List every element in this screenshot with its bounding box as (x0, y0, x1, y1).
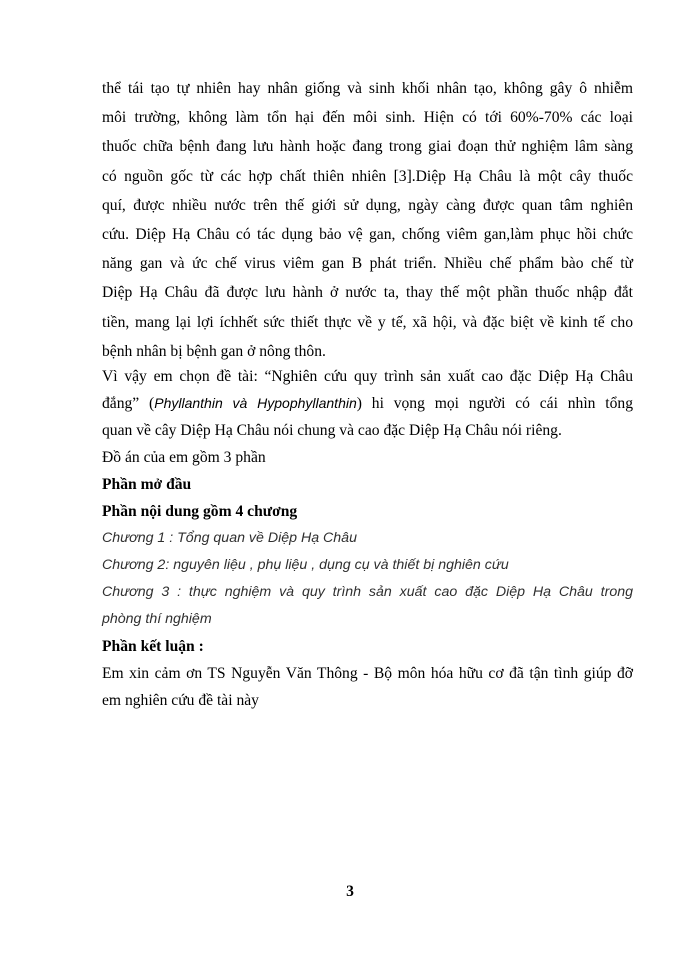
thanks-line: Em xin cảm ơn TS Nguyễn Văn Thông - Bộ môn hóa hữu cơ đã tận tình giúp đỡ (102, 664, 633, 682)
topic-line: quan về cây Diệp Hạ Châu nói chung và cao đặc Diệp Hạ Châu nói riêng. (102, 421, 562, 439)
topic-text: ) hi vọng mọi người có cái nhìn tổng (356, 394, 634, 412)
part-intro-heading: Phần mở đầu (102, 475, 192, 493)
chapter-1: Chương 1 : Tổng quan về Diệp Hạ Châu (102, 529, 357, 546)
intro-line: năng gan và ức chế virus viêm gan B phát triển. Nhiều chế phẩm bào chế từ (102, 255, 633, 273)
thanks-line: em nghiên cứu đề tài này (102, 691, 259, 709)
document-body (102, 74, 633, 714)
intro-line: tiền, mang lại lợi íchhết sức thiết thực về y tế, xã hội, và đặc biệt về kinh tế cho (102, 313, 633, 331)
chapter-3-line: Chương 3 : thực nghiệm và quy trình sản xuất cao đặc Diệp Hạ Châu trong (102, 583, 633, 600)
chapter-2: Chương 2: nguyên liệu , phụ liệu , dụng cụ và thiết bị nghiên cứu (102, 556, 509, 573)
intro-paragraph (102, 74, 633, 366)
intro-line: môi trường, không làm tổn hại đến môi sinh. Hiện có tới 60%-70% các loại (102, 109, 633, 127)
topic-text: đắng” ( (102, 394, 155, 412)
structure-intro: Đồ án của em gồm 3 phần (102, 448, 266, 466)
intro-line: thể tái tạo tự nhiên hay nhân giống và sinh khối nhân tạo, không gây ô nhiễm (102, 80, 633, 97)
intro-line: Diệp Hạ Châu đã được lưu hành ở nước ta, thay thế một phần thuốc nhập đắt (102, 284, 633, 302)
intro-line: có nguồn gốc từ các hợp chất thiên nhiên [3].Diệp Hạ Châu là một cây thuốc (102, 167, 633, 185)
topic-line (102, 390, 633, 417)
intro-line: bệnh nhân bị bệnh gan ở nông thôn. (102, 342, 326, 360)
page-number: 3 (346, 883, 354, 900)
intro-line: quí, được nhiều nước trên thế giới sử dụng, ngày càng được quan tâm nghiên (102, 196, 633, 214)
topic-paragraph (102, 363, 633, 444)
compound-names: Phyllanthin và Hypophyllanthin (154, 394, 357, 411)
topic-line: Vì vậy em chọn đề tài: “Nghiên cứu quy trình sản xuất cao đặc Diệp Hạ Châu (102, 367, 633, 385)
intro-line: thuốc chữa bệnh đang lưu hành hoặc đang trong giai đoạn thử nghiệm lâm sàng (102, 138, 633, 156)
part-conclusion-heading: Phần kết luận : (102, 637, 204, 655)
part-content-heading: Phần nội dung gồm 4 chương (102, 502, 298, 520)
intro-line: cứu. Diệp Hạ Châu có tác dụng bảo vệ gan, chống viêm gan,làm phục hồi chức (102, 225, 633, 243)
chapter-3-line: phòng thí nghiệm (102, 610, 212, 627)
